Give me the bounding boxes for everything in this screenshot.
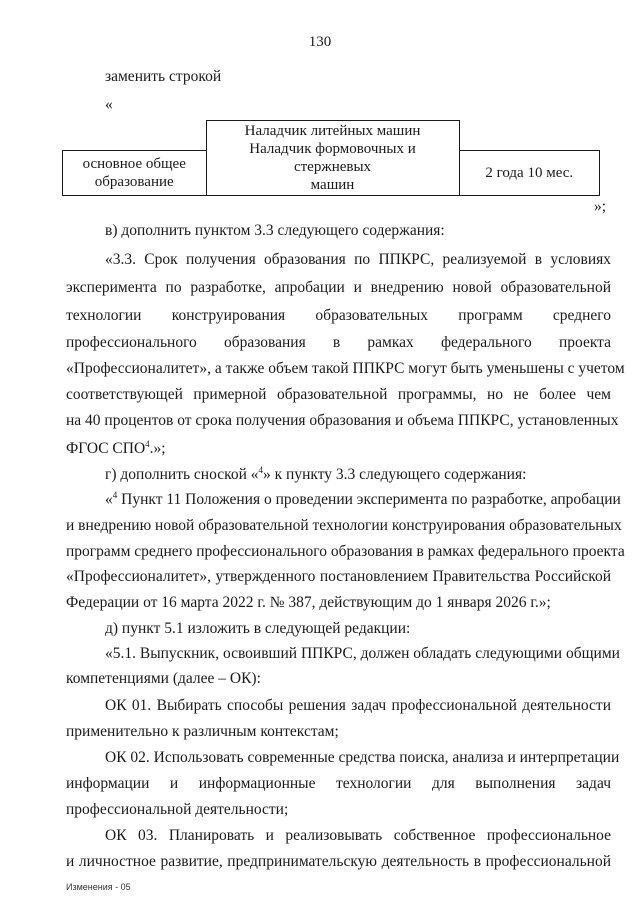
ok03-line-1: ОК 03. Планировать и реализовывать собственное профессиональное bbox=[105, 827, 611, 844]
education-line-1: основное общее bbox=[82, 156, 186, 172]
education-line-2: образование bbox=[94, 174, 174, 190]
item-33-line-4: профессионального образования в рамках федерального проекта bbox=[66, 334, 611, 351]
ok03-line-2: и личностное развитие, предпринимательскую деятельность в профессиональной bbox=[66, 853, 611, 870]
paragraph-g bbox=[105, 466, 526, 484]
profession-line-3: машин bbox=[310, 177, 355, 193]
paragraph-d: д) пункт 5.1 изложить в следующей редакции: bbox=[105, 620, 411, 637]
item-33-line-2: эксперимента по разработке, апробации и внедрению новой образовательной bbox=[66, 279, 611, 296]
footer-note: Изменения - 05 bbox=[66, 882, 131, 892]
item-51-line-1: «5.1. Выпускник, освоивший ППКРС, должен обладать следующими общими bbox=[105, 645, 620, 662]
profession-line-2: Наладчик формовочных и стержневых bbox=[249, 141, 416, 175]
replacement-row-table bbox=[62, 120, 600, 196]
footnote-line-1-sup: 4 bbox=[112, 489, 118, 500]
item-33-line-8 bbox=[66, 440, 166, 458]
ok02-line-2: информации и информационные технологии для выполнения задач bbox=[66, 775, 611, 792]
footnote-line-1-open: « bbox=[105, 491, 113, 508]
footnote-line-1-text: Пункт 11 Положения о проведении эксперимента по разработке, апробации bbox=[117, 491, 621, 508]
footnote-line-2: и внедрению новой образовательной технологии конструирования образовательных bbox=[66, 517, 622, 534]
paragraph-g-sup: 4 bbox=[258, 464, 264, 475]
footnote-line-3: программ среднего профессионального образования в рамках федерального проекта bbox=[66, 543, 625, 560]
ok02-line-3: профессиональной деятельности; bbox=[66, 801, 289, 818]
table-cell-profession bbox=[206, 121, 459, 196]
footnote-ref-4: 4 bbox=[145, 438, 150, 449]
footnote-line-4: «Профессионалитет», утвержденного постановлением Правительства Российской bbox=[66, 568, 611, 585]
item-33-line-3: технологии конструирования образовательных программ среднего bbox=[66, 307, 611, 324]
item-33-line-7: на 40 процентов от срока получения образования и объема ППКРС, установленных bbox=[66, 412, 619, 429]
table-cell-education bbox=[63, 151, 207, 196]
ok01-line-1: ОК 01. Выбирать способы решения задач профессиональной деятельности bbox=[105, 697, 611, 714]
item-51-line-2: компетенциями (далее – ОК): bbox=[66, 670, 261, 687]
page-number: 130 bbox=[308, 34, 332, 50]
item-33-line-8-text: ФГОС СПО bbox=[66, 440, 146, 457]
paragraph-v: в) дополнить пунктом 3.3 следующего содержания: bbox=[105, 222, 445, 239]
item-33-line-1: «3.3. Срок получения образования по ППКРС, реализуемой в условиях bbox=[105, 251, 611, 268]
open-quote: « bbox=[105, 96, 113, 113]
table-cell-duration: 2 года 10 мес. bbox=[459, 151, 600, 196]
profession-line-1: Наладчик литейных машин bbox=[244, 123, 421, 139]
item-33-line-8-end: .»; bbox=[149, 440, 166, 457]
paragraph-g-text: г) дополнить сноской « bbox=[105, 466, 259, 483]
item-33-line-5: «Профессионалитет», а также объем такой ППКРС могут быть уменьшены с учетом bbox=[66, 360, 625, 377]
footnote-line-1 bbox=[105, 489, 621, 509]
close-quote: »; bbox=[594, 198, 607, 215]
item-33-line-6: соответствующей примерной образовательной программы, но не более чем bbox=[66, 386, 611, 403]
ok01-line-2: применительно к различным контекстам; bbox=[66, 723, 339, 740]
paragraph-g-end: » к пункту 3.3 следующего содержания: bbox=[263, 466, 527, 483]
replace-with-line: заменить строкой bbox=[105, 68, 222, 85]
footnote-line-5: Федерации от 16 марта 2022 г. № 387, действующим до 1 января 2026 г.»; bbox=[66, 594, 551, 611]
ok02-line-1: ОК 02. Использовать современные средства поиска, анализа и интерпретации bbox=[105, 749, 620, 766]
